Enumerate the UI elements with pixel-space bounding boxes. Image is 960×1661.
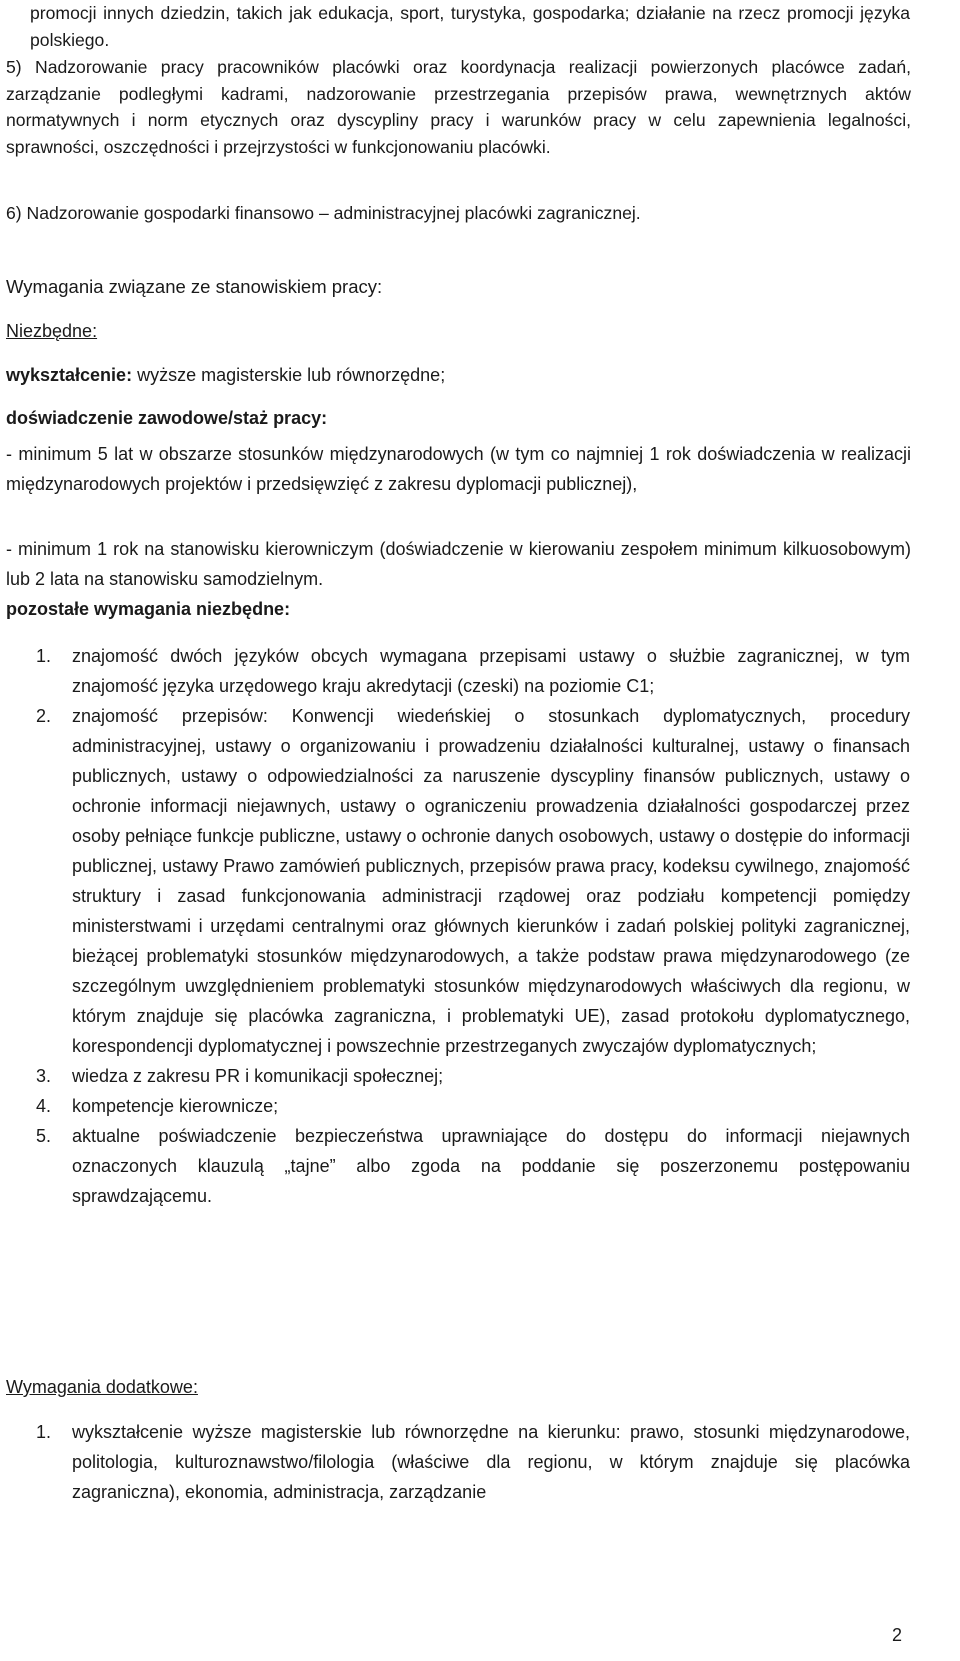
education-line: [6, 362, 445, 388]
experience-label: doświadczenie zawodowe/staż pracy:: [6, 408, 328, 428]
list-item-number: 4.: [36, 1096, 52, 1116]
list-item-number: 5.: [36, 1126, 52, 1146]
list-item: [24, 1061, 910, 1091]
page-number: 2: [891, 1625, 902, 1645]
list-item-text: znajomość dwóch języków obcych wymagana przepisami ustawy o służbie zagranicznej, w tym znajomość języka urzędowego kraju akredytacji (czeski) na poziomie C1;: [72, 646, 910, 696]
experience-item-1: - minimum 5 lat w obszarze stosunków międzynarodowych (w tym co najmniej 1 rok doświadczenia w realizacji międzynarodowych projektów i przedsięwzięć z zakresu dyplomacji publicznej),: [6, 444, 911, 494]
other-requirements-label: pozostałe wymagania niezbędne:: [6, 599, 291, 619]
duty-4-continuation: promocji innych dziedzin, takich jak edukacja, sport, turystyka, gospodarka; działanie na rzecz promocji języka polskiego.: [30, 3, 910, 50]
necessary-label: Niezbędne:: [6, 321, 98, 341]
list-item-text: znajomość przepisów: Konwencji wiedeńskiej o stosunkach dyplomatycznych, procedury administracyjnej, ustawy o organizowaniu i prowadzeniu działalności kulturalnej, ustawy o finansach publicznych, ustawy o odpowiedzialności za naruszenie dyscypliny finansów publicznych, ustawy o ochronie informacji niejawnych, ustawy o ograniczeniu prowadzenia działalności gospodarczej przez osoby pełniące funkcje publiczne, ustawy o ochronie danych osobowych, ustawy o dostępie do informacji publicznej, ustawy Prawo zamówień publicznych, przepisów prawa pracy, kodeksu cywilnego, znajomość struktury i zasad funkcjonowania administracji rządowej oraz podziału kompetencji pomiędzy ministerstwami i urzędami centralnymi oraz głównych kierunków i zadań polskiej polityki zagranicznej, bieżącej problematyki stosunków międzynarodowych, a także podstaw prawa międzynarodowego (ze szczególnym uwzględnieniem problematyki stosunków międzynarodowych właściwych dla regionu, w którym znajduje się placówka zagraniczna, i problematyki UE), zasad protokołu dyplomatycznego, korespondencji dyplomatycznej i powszechnie przestrzeganych zwyczajów dyplomatycznych;: [72, 706, 910, 1056]
list-item: [24, 1121, 910, 1211]
list-item-text: kompetencje kierownicze;: [72, 1096, 279, 1116]
list-item-number: 1.: [36, 646, 52, 666]
education-value: wyższe magisterskie lub równorzędne;: [132, 365, 446, 385]
list-item: [24, 1091, 910, 1121]
education-label: wykształcenie:: [6, 365, 133, 385]
list-item-number: 1.: [36, 1422, 52, 1442]
additional-list: [24, 1417, 910, 1507]
duty-5: 5) Nadzorowanie pracy pracowników placówki oraz koordynacja realizacji powierzonych placówce zadań, zarządzanie podległymi kadrami, nadzorowanie przestrzegania przepisów prawa, wewnętrznych aktów normatywnych i norm etycznych oraz dyscypliny pracy i warunków pracy w celu zapewnienia legalności, sprawności, oszczędności i przejrzystości w funkcjonowaniu placówki.: [6, 57, 911, 157]
list-item: [24, 701, 910, 1061]
list-item-number: 2.: [36, 706, 52, 726]
list-item-text: aktualne poświadczenie bezpieczeństwa uprawniające do dostępu do informacji niejawnych oznaczonych klauzulą „tajne” albo zgoda na poddanie się poszerzonemu postępowaniu sprawdzającemu.: [72, 1126, 910, 1206]
requirements-heading: Wymagania związane ze stanowiskiem pracy:: [6, 276, 383, 297]
list-item: [24, 641, 910, 701]
list-item-text: wykształcenie wyższe magisterskie lub równorzędne na kierunku: prawo, stosunki międzynarodowe, politologia, kulturoznawstwo/filologia (właściwe dla regionu, w którym znajduje się placówka zagraniczna), ekonomia, administracja, zarządzanie: [72, 1422, 910, 1502]
list-item-text: wiedza z zakresu PR i komunikacji społecznej;: [72, 1066, 444, 1086]
experience-item-2: - minimum 1 rok na stanowisku kierowniczym (doświadczenie w kierowaniu zespołem minimum kilkuosobowym) lub 2 lata na stanowisku samodzielnym.: [6, 539, 911, 589]
list-item-number: 3.: [36, 1066, 52, 1086]
list-item: [24, 1417, 910, 1507]
required-list: [24, 641, 910, 1211]
additional-requirements-label: Wymagania dodatkowe:: [6, 1377, 198, 1397]
duty-6: 6) Nadzorowanie gospodarki finansowo – administracyjnej placówki zagranicznej.: [6, 203, 641, 223]
